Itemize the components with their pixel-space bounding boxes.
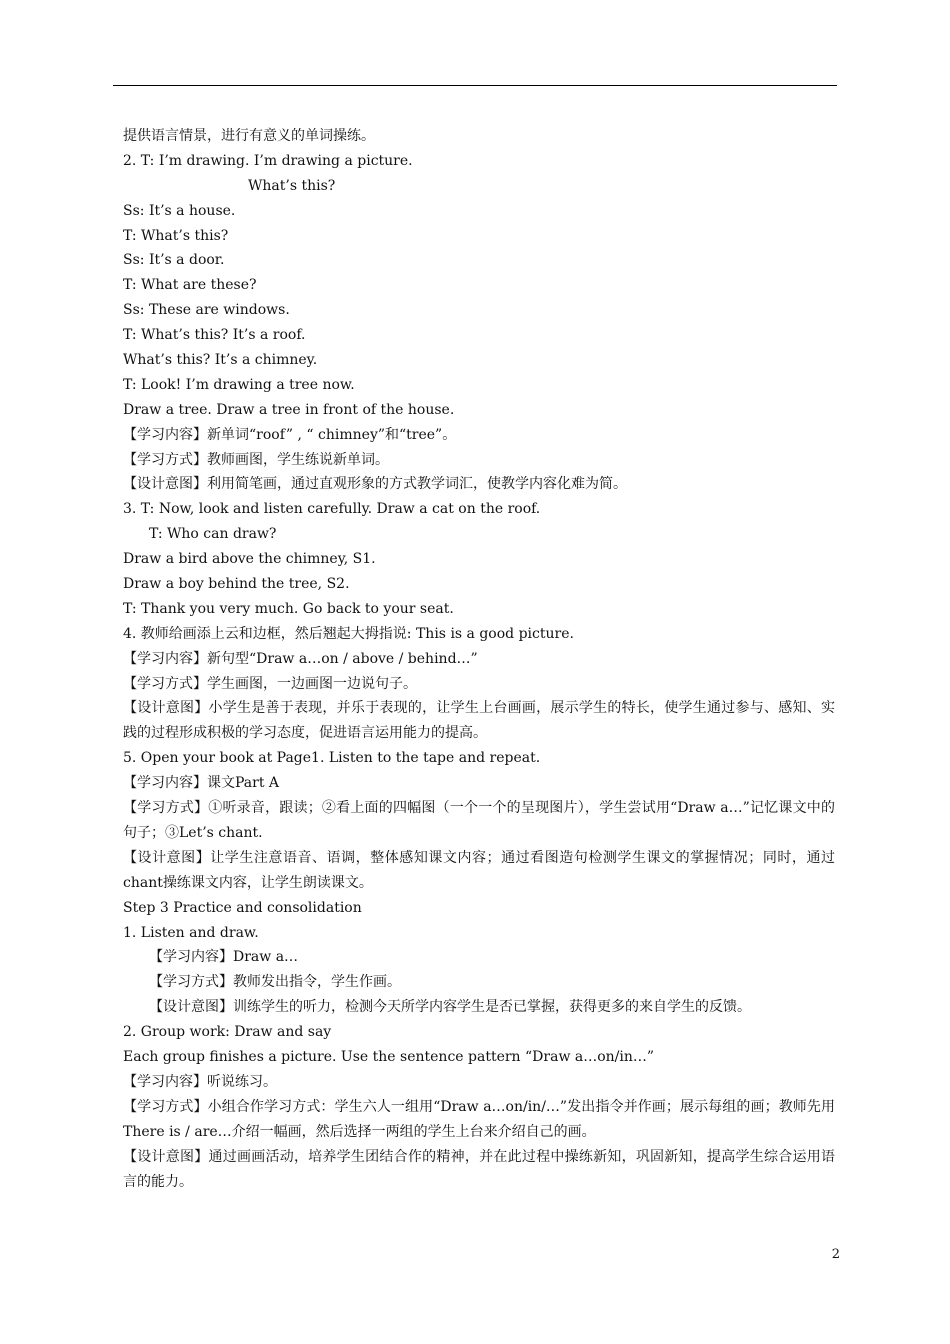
text-line: T: Who can draw?: [149, 526, 277, 543]
text-line: 【学习内容】课文Part A: [123, 775, 280, 792]
text-line: T: What are these?: [123, 277, 257, 294]
text-line: 提供语言情景，进行有意义的单词操练。: [123, 128, 375, 144]
text-line: 2. T: I’m drawing. I’m drawing a picture.: [123, 152, 413, 169]
text-paragraph: 【学习方式】小组合作学习方式：学生六人一组用“Draw a…on/in/…”发出指令并作画；展示每组的画；教师先用There is / are…介绍一幅画，然后选择一两组的学生上台来介绍自己的画。: [123, 1098, 835, 1140]
text-line: What’s this?: [248, 177, 336, 194]
lesson-plan-body: [123, 124, 835, 1194]
text-paragraph: 【设计意图】让学生注意语音、语调，整体感知课文内容；通过看图造句检测学生课文的掌握情况；同时，通过chant操练课文内容，让学生朗读课文。: [123, 849, 835, 891]
page-number: 2: [831, 1247, 840, 1262]
text-line: 【学习内容】Draw a…: [149, 949, 299, 966]
text-line: 【设计意图】利用简笔画，通过直观形象的方式教学词汇，使教学内容化难为简。: [123, 476, 627, 493]
text-paragraph: 【设计意图】训练学生的听力，检测今天所学内容学生是否已掌握，获得更多的来自学生的反馈。: [149, 999, 751, 1016]
text-line: 【学习方式】教师画图，学生练说新单词。: [123, 451, 389, 468]
text-line: 4. 教师给画添上云和边框，然后翘起大拇指说: This is a good picture.: [123, 625, 574, 642]
text-line: Ss: It’s a door.: [123, 252, 225, 269]
text-line: 5. Open your book at Page1. Listen to the tape and repeat.: [123, 750, 541, 767]
text-line: 【学习内容】听说练习。: [123, 1073, 277, 1090]
text-line: 3. T: Now, look and listen carefully. Draw a cat on the roof.: [123, 501, 541, 518]
text-line: 【学习方式】教师发出指令，学生作画。: [149, 974, 401, 991]
text-line: Draw a boy behind the tree, S2.: [123, 576, 350, 593]
text-line: Ss: It’s a house.: [123, 202, 236, 219]
text-line: 1. Listen and draw.: [123, 924, 259, 941]
text-line: Each group finishes a picture. Use the sentence pattern “Draw a…on/in…”: [123, 1049, 655, 1066]
text-line: T: Thank you very much. Go back to your seat.: [123, 600, 454, 617]
text-paragraph: 【设计意图】通过画画活动，培养学生团结合作的精神，并在此过程中操练新知，巩固新知，提高学生综合运用语言的能力。: [123, 1148, 835, 1190]
text-line: 【学习方式】学生画图，一边画图一边说句子。: [123, 675, 417, 692]
text-paragraph: 【学习方式】①听录音，跟读；②看上面的四幅图（一个一个的呈现图片），学生尝试用“Draw a…”记忆课文中的句子；③Let’s chant.: [123, 800, 835, 841]
text-paragraph: 【设计意图】小学生是善于表现，并乐于表现的，让学生上台画画，展示学生的特长，使学生通过参与、感知、实践的过程形成积极的学习态度，促进语言运用能力的提高。: [123, 700, 835, 742]
text-line: T: Look! I’m drawing a tree now.: [123, 376, 355, 393]
header-rule: [113, 85, 837, 86]
text-line: Draw a tree. Draw a tree in front of the house.: [123, 401, 455, 418]
text-line: What’s this? It’s a chimney.: [123, 352, 318, 369]
text-line: T: What’s this? It’s a roof.: [123, 327, 306, 344]
text-line: T: What’s this?: [123, 227, 229, 244]
text-line: 【学习内容】新单词“roof” , “ chimney”和“tree”。: [123, 426, 457, 443]
text-line: Draw a bird above the chimney, S1.: [123, 551, 376, 568]
text-line: 【学习内容】新句型“Draw a…on / above / behind…”: [123, 650, 478, 667]
text-line: Ss: These are windows.: [123, 302, 290, 319]
text-line: 2. Group work: Draw and say: [123, 1024, 332, 1041]
section-heading: Step 3 Practice and consolidation: [123, 899, 362, 916]
